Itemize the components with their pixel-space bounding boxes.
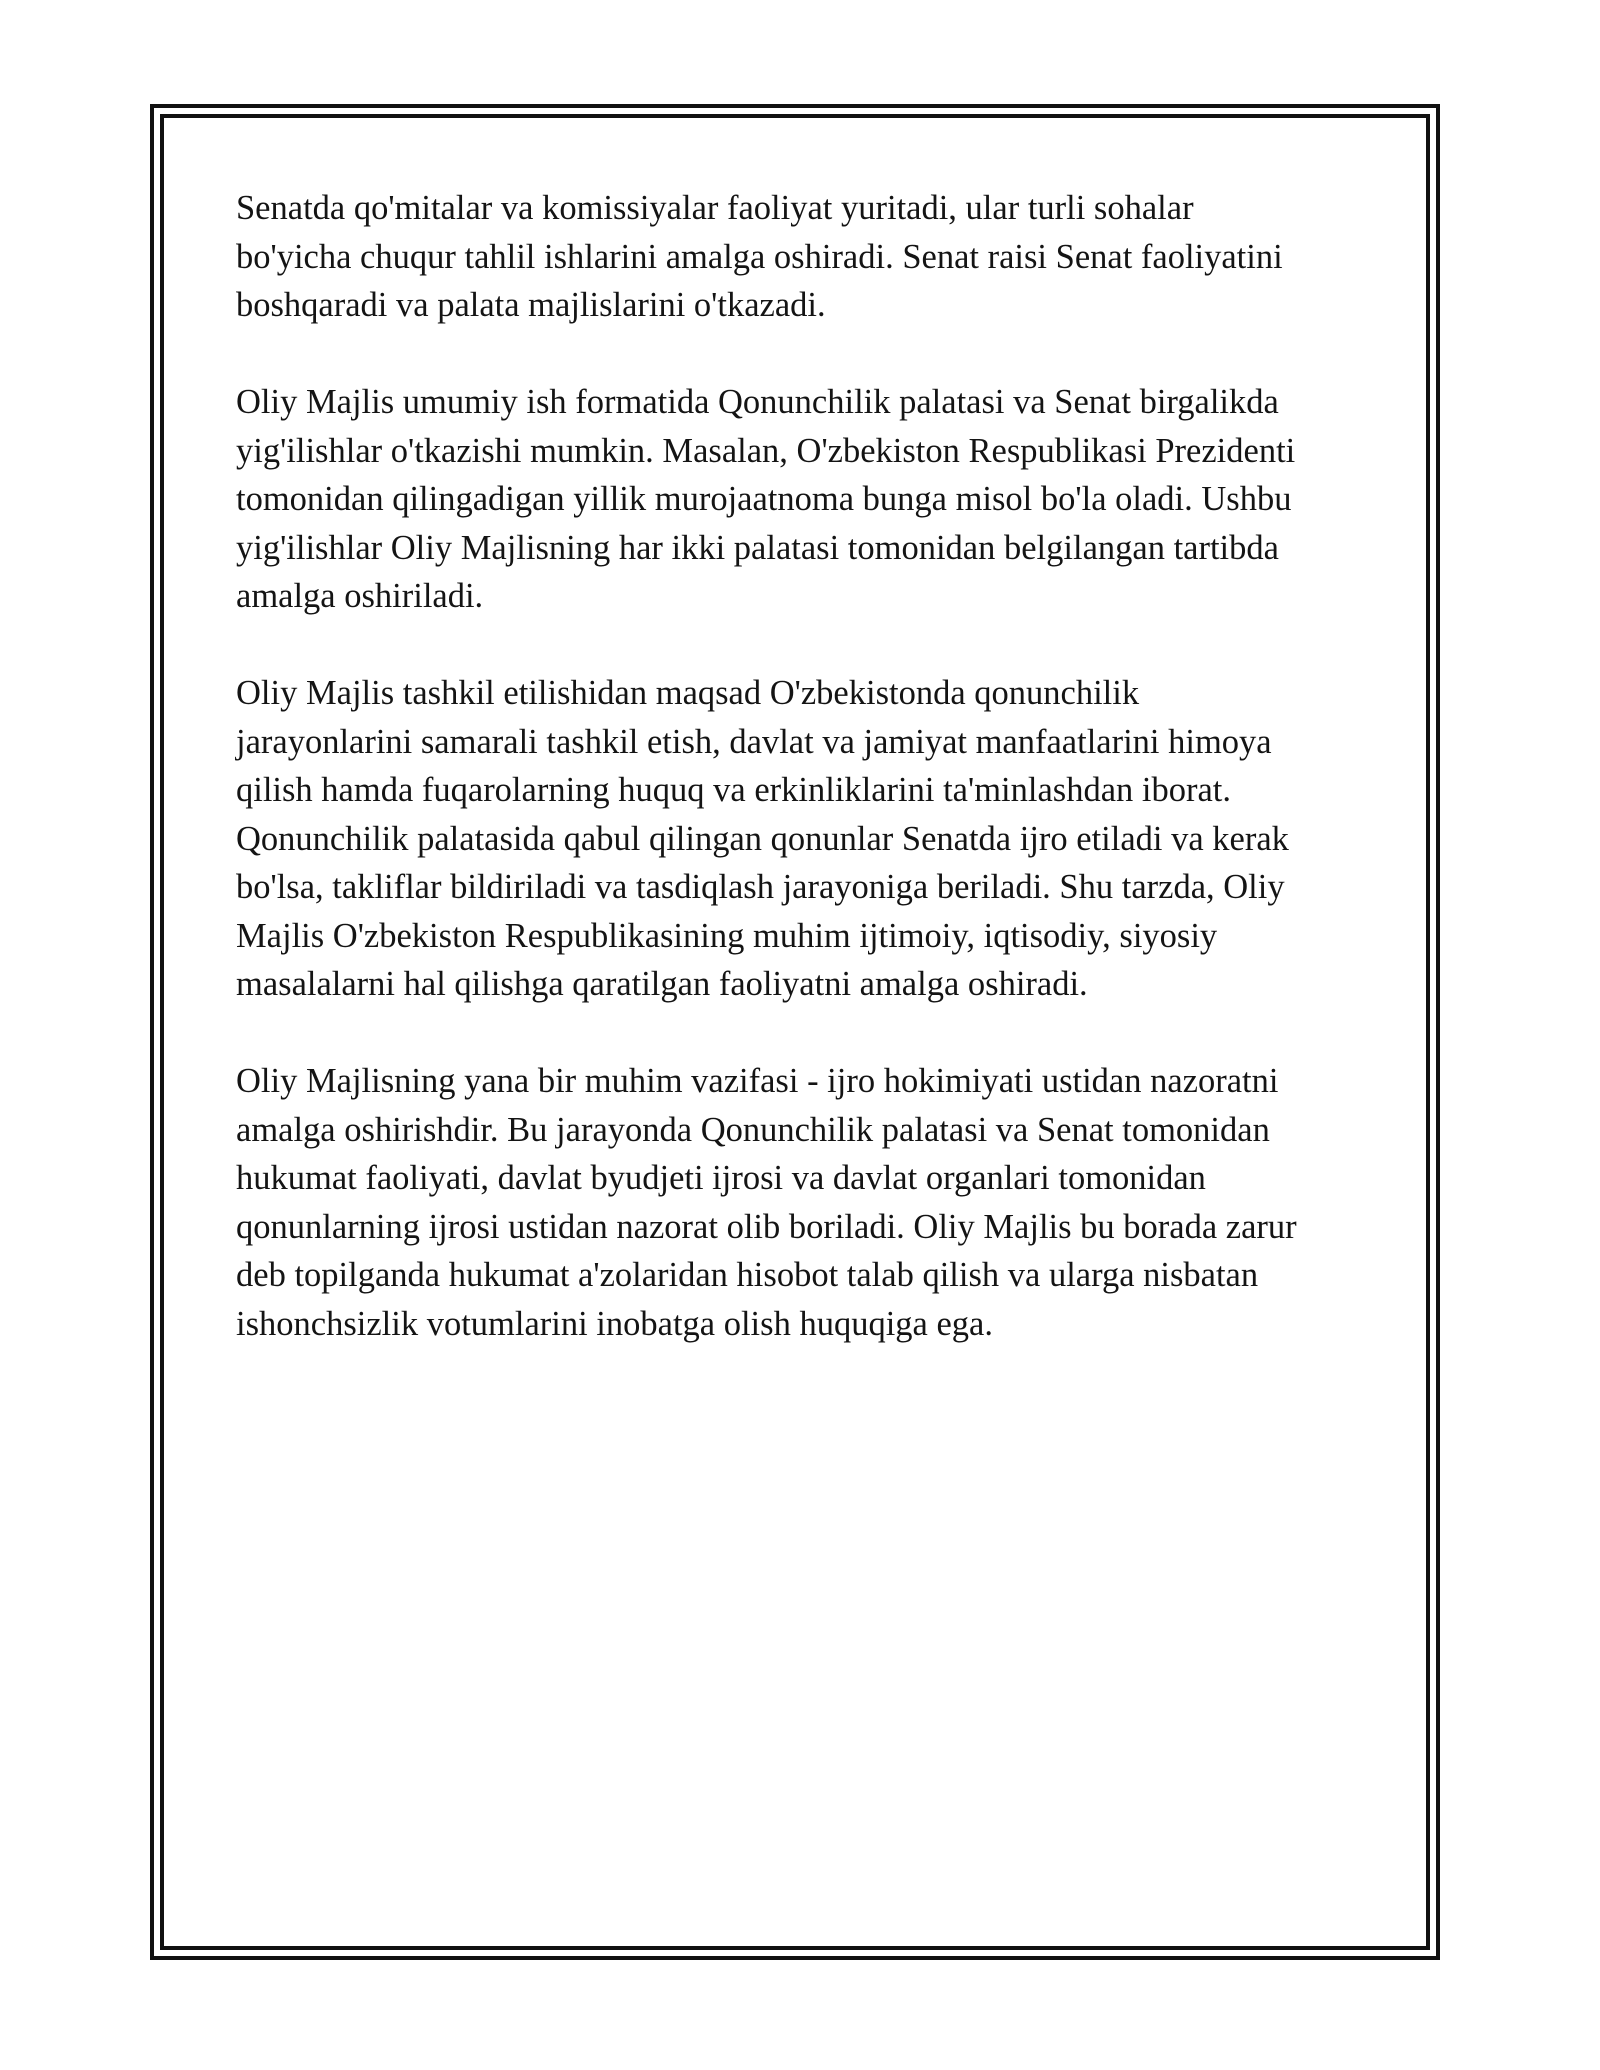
paragraph-2: [236, 378, 1376, 621]
text-line: Oliy Majlis umumiy ish formatida Qonunchilik palatasi va Senat birgalikda: [236, 383, 1279, 421]
paragraph-1: [236, 184, 1376, 330]
text-line: masalalarni hal qilishga qaratilgan faoliyatni amalga oshiradi.: [236, 965, 1088, 1003]
text-line: amalga oshiriladi.: [236, 577, 484, 615]
text-line: bo'yicha chuqur tahlil ishlarini amalga oshiradi. Senat raisi Senat faoliyatini: [236, 237, 1283, 276]
text-line: yig'ilishlar o'tkazishi mumkin. Masalan, O'zbekiston Respublikasi Prezidenti: [236, 431, 1296, 470]
text-line: bo'lsa, takliflar bildiriladi va tasdiqlash jarayoniga beriladi. Shu tarzda, Oliy: [236, 868, 1285, 906]
text-line: Senatda qo'mitalar va komissiyalar faoliyat yuritadi, ular turli sohalar: [236, 189, 1194, 227]
text-line: Qonunchilik palatasida qabul qilingan qonunlar Senatda ijro etiladi va kerak: [236, 819, 1289, 858]
text-line: ishonchsizlik votumlarini inobatga olish huquqiga ega.: [236, 1304, 993, 1343]
text-line: qilish hamda fuqarolarning huquq va erkinliklarini ta'minlashdan iborat.: [236, 771, 1231, 809]
paragraph-3: [236, 669, 1376, 1009]
text-line: Oliy Majlis tashkil etilishidan maqsad O'zbekistonda qonunchilik: [236, 674, 1140, 712]
text-line: tomonidan qilingadigan yillik murojaatnoma bunga misol bo'la oladi. Ushbu: [236, 480, 1292, 518]
text-line: yig'ilishlar Oliy Majlisning har ikki palatasi tomonidan belgilangan tartibda: [236, 528, 1279, 567]
paragraph-4: [236, 1057, 1376, 1348]
text-line: Oliy Majlisning yana bir muhim vazifasi - ijro hokimiyati ustidan nazoratni: [236, 1062, 1279, 1100]
text-line: qonunlarning ijrosi ustidan nazorat olib boriladi. Oliy Majlis bu borada zarur: [236, 1207, 1297, 1246]
text-line: amalga oshirishdir. Bu jarayonda Qonunchilik palatasi va Senat tomonidan: [236, 1110, 1270, 1149]
document-body: [236, 184, 1376, 1397]
text-line: deb topilganda hukumat a'zolaridan hisobot talab qilish va ularga nisbatan: [236, 1256, 1259, 1294]
text-line: boshqaradi va palata majlislarini o'tkazadi.: [236, 286, 826, 324]
text-line: jarayonlarini samarali tashkil etish, davlat va jamiyat manfaatlarini himoya: [236, 722, 1272, 761]
text-line: Majlis O'zbekiston Respublikasining muhim ijtimoiy, iqtisodiy, siyosiy: [236, 916, 1218, 955]
text-line: hukumat faoliyati, davlat byudjeti ijrosi va davlat organlari tomonidan: [236, 1159, 1206, 1197]
